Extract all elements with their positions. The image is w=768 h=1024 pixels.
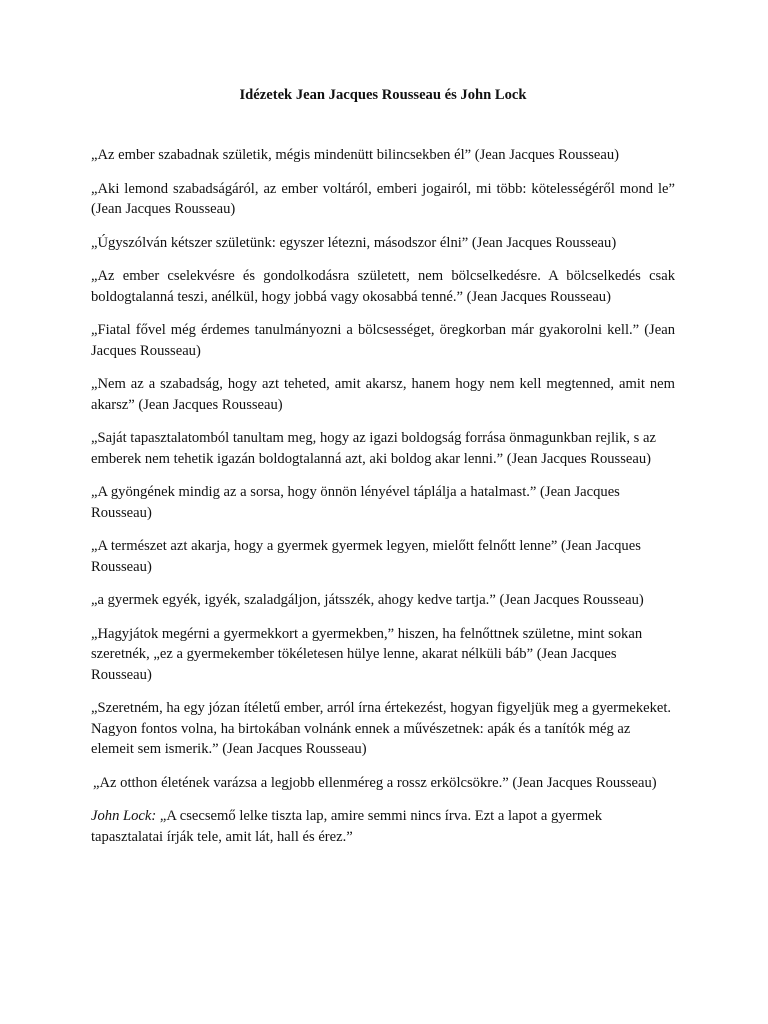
locke-quote-text: „A csecsemő lelke tiszta lap, amire semmi nincs írva. Ezt a lapot a gyermek tapasztalatai írják tele, amit lát, hall és érez.”	[91, 808, 603, 845]
quote-paragraph: „Az ember szabadnak születik, mégis mindenütt bilincsekben él” (Jean Jacques Rousseau)	[91, 147, 620, 163]
quote-paragraph: „A természet azt akarja, hogy a gyermek gyermek legyen, mielőtt felnőtt lenne” (Jean Jacques Rousseau)	[91, 538, 641, 575]
quote-paragraph: „Az ember cselekvésre és gondolkodásra született, nem bölcselkedésre. A bölcselkedés csak boldogtalanná teszi, anélkül, hogy jobbá vagy okosabbá tenné.” (Jean Jacques Rousseau)	[91, 268, 675, 305]
quote-paragraph: „a gyermek egyék, igyék, szaladgáljon, játsszék, ahogy kedve tartja.” (Jean Jacques Rousseau)	[91, 592, 644, 608]
quote-paragraph: „Nem az a szabadság, hogy azt teheted, amit akarsz, hanem hogy nem kell megtenned, amit nem akarsz” (Jean Jacques Rousseau)	[91, 376, 675, 413]
document-page	[91, 0, 675, 860]
quote-paragraph: „A gyöngének mindig az a sorsa, hogy önnön lényével táplálja a hatalmast.” (Jean Jacques Rousseau)	[91, 484, 620, 521]
quote-paragraph: „Saját tapasztalatomból tanultam meg, hogy az igazi boldogság forrása önmagunkban rejlik, s az emberek nem tehetik igazán boldogtalanná azt, aki boldog akar lenni.” (Jean Jacques Rousseau)	[91, 430, 656, 467]
quote-paragraph: „Aki lemond szabadságáról, az ember voltáról, emberi jogairól, mi több: kötelességéről mond le” (Jean Jacques Rousseau)	[91, 180, 675, 217]
quote-paragraph: „Szeretném, ha egy józan ítéletű ember, arról írna értekezést, hogyan figyeljük meg a gyermekeket. Nagyon fontos volna, ha birtokában volnánk ennek a művészetnek: apák és a tanítók még az elemeit sem ismerik.” (Jean Jacques Rousseau)	[91, 700, 672, 757]
quote-paragraph: „Úgyszólván kétszer születünk: egyszer létezni, másodszor élni” (Jean Jacques Rousseau)	[91, 234, 617, 251]
quote-list	[91, 145, 675, 847]
locke-quote-paragraph	[91, 806, 675, 847]
document-title: Idézetek Jean Jacques Rousseau és John Lock	[239, 87, 527, 103]
locke-author-label: John Lock:	[91, 808, 157, 824]
quote-paragraph: „Hagyjátok megérni a gyermekkort a gyermekben,” hiszen, ha felnőttnek születne, mint sokan szeretnék, „ez a gyermekember tökéletesen hülye lenne, akarat nélküli báb” (Jean Jacques Rousseau)	[91, 625, 643, 683]
quote-paragraph: „Fiatal fővel még érdemes tanulmányozni a bölcsességet, öregkorban már gyakorolni kell.” (Jean Jacques Rousseau)	[91, 322, 675, 359]
quote-paragraph: „Az otthon életének varázsa a legjobb ellenméreg a rossz erkölcsökre.” (Jean Jacques Rousseau)	[93, 774, 657, 791]
